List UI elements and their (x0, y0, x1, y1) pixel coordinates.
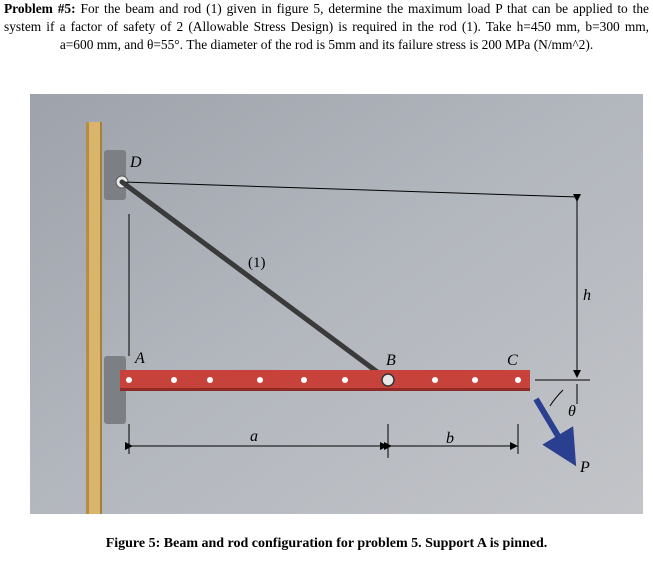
figure-drawing (30, 94, 643, 514)
label-h: h (583, 287, 591, 304)
label-a-dim: a (250, 428, 258, 445)
beam-rod-figure (30, 94, 643, 514)
label-c: C (507, 352, 518, 369)
support-bracket-d (104, 150, 126, 200)
label-rod: (1) (248, 255, 266, 271)
label-b: B (386, 352, 396, 369)
label-a: A (135, 350, 145, 367)
figure-caption: Figure 5: Beam and rod configuration for problem 5. Support A is pinned. (105, 536, 548, 551)
label-p: P (580, 459, 590, 476)
pin-b (382, 374, 394, 386)
beam (120, 370, 530, 390)
problem-label: Problem #5: (4, 1, 76, 16)
label-b-dim: b (446, 430, 454, 447)
problem-statement (4, 0, 649, 54)
problem-text: For the beam and rod (1) given in figure 5, determine the maximum load P that can be applied to the system if a factor of safety of 2 (Allowable Stress Design) is required in the rod (1). Take h=450 mm, b=300 mm, a=600 mm, and θ=55°. The diameter of the rod is 5mm and its failure stress is 200 MPa (N/mm^2). (4, 1, 649, 52)
label-theta: θ (568, 403, 576, 420)
label-d: D (130, 154, 142, 171)
